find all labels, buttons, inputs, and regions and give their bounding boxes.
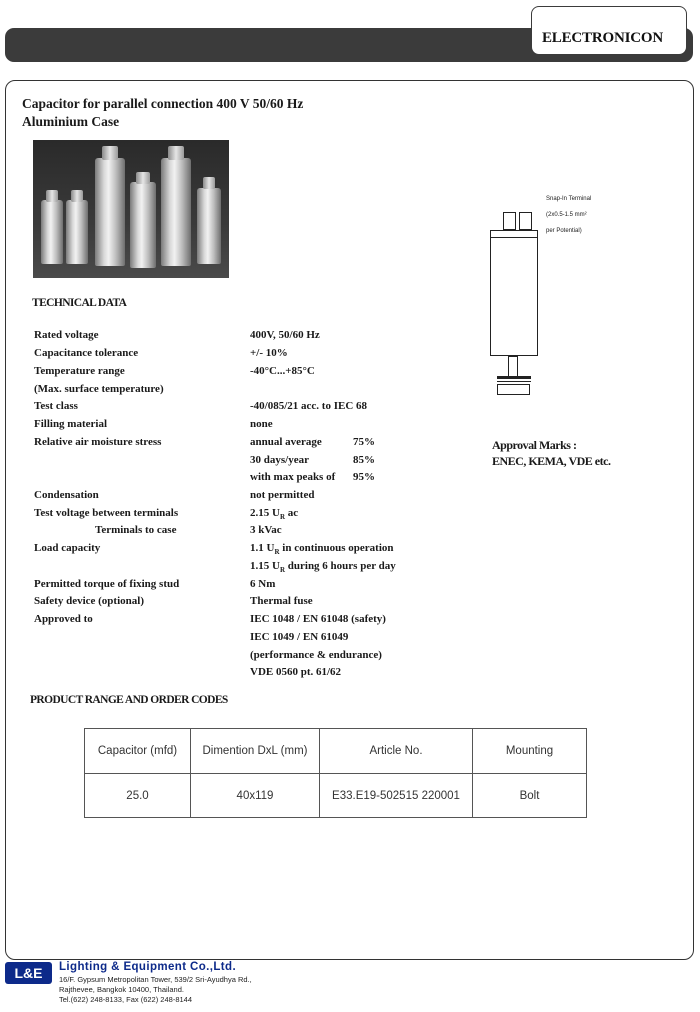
spec-label: Load capacity [34, 542, 101, 554]
spec-value [250, 507, 298, 521]
capacitor-can [197, 188, 221, 264]
company-name: Lighting & Equipment Co.,Ltd. [59, 961, 237, 973]
spec-label: Test class [34, 400, 78, 412]
spec-value: 6 Nm [250, 578, 276, 590]
company-phone: Tel.(622) 248-8133, Fax (622) 248-8144 [59, 995, 193, 1004]
capacitor-can [41, 200, 63, 264]
drawing-body [490, 230, 538, 356]
spec-value: annual average [250, 436, 322, 448]
spec-value: 400V, 50/60 Hz [250, 329, 320, 341]
capacitor-can [95, 158, 125, 266]
spec-value: 30 days/year [250, 454, 309, 466]
subscript: R [274, 548, 280, 557]
capacitor-terminal [203, 177, 215, 189]
spec-value: IEC 1049 / EN 61049 [250, 631, 349, 643]
drawing-note: per Potential) [546, 228, 582, 234]
drawing-body-line [490, 237, 538, 238]
drawing-note: Snap-In Terminal [546, 196, 592, 202]
spec-value-text: during 6 hours per day [287, 560, 396, 572]
spec-label: Capacitance tolerance [34, 347, 139, 359]
spec-value: +/- 10% [250, 347, 288, 359]
product-range-heading: PRODUCT RANGE AND ORDER CODES [30, 694, 228, 706]
subscript: R [279, 513, 286, 522]
product-photo [33, 140, 229, 278]
order-codes-table [84, 728, 587, 818]
drawing-terminal [503, 212, 516, 230]
column-header: Capacitor (mfd) [85, 729, 191, 774]
spec-value [250, 560, 396, 574]
drawing-nut [497, 384, 530, 395]
company-logo: L&E [5, 962, 52, 984]
spec-label: (Max. surface temperature) [34, 383, 164, 395]
spec-value-text: 1.15 U [250, 560, 280, 572]
spec-label: Relative air moisture stress [34, 436, 162, 448]
table-cell: Bolt [473, 774, 587, 818]
drawing-note: (2x0.5-1.5 mm² [546, 212, 587, 218]
approval-list: ENEC, KEMA, VDE etc. [492, 454, 611, 468]
spec-value-text: ac [287, 507, 299, 519]
spec-value: Thermal fuse [250, 595, 313, 607]
approval-heading: Approval Marks : [492, 438, 577, 452]
capacitor-terminal [46, 190, 58, 202]
capacitor-terminal [168, 146, 184, 160]
spec-value-text: 1.1 U [250, 542, 275, 554]
table-cell: 40x119 [191, 774, 320, 818]
spec-value: 3 kVac [250, 524, 282, 536]
spec-value-text: in continuous operation [282, 542, 394, 554]
table-cell: E33.E19-502515 220001 [320, 774, 473, 818]
spec-label: Approved to [34, 613, 93, 625]
spec-label: Test voltage between terminals [34, 507, 179, 519]
spec-label: Terminals to case [95, 524, 177, 536]
spec-label: Condensation [34, 489, 99, 501]
spec-value: 95% [353, 471, 375, 483]
capacitor-can [66, 200, 88, 264]
page-title [22, 95, 303, 131]
table-header-row [85, 729, 587, 774]
drawing-stud [508, 356, 518, 378]
drawing-stud-thread [497, 376, 531, 379]
drawing-terminal [519, 212, 532, 230]
capacitor-can [161, 158, 191, 266]
spec-value: 75% [353, 436, 375, 448]
spec-value: VDE 0560 pt. 61/62 [250, 666, 342, 678]
title-line-2: Aluminium Case [22, 114, 120, 129]
table-cell: 25.0 [85, 774, 191, 818]
capacitor-terminal [71, 190, 83, 202]
spec-value [250, 542, 394, 556]
technical-data-heading: TECHNICAL DATA [32, 297, 127, 309]
capacitor-can [130, 182, 156, 268]
title-line-1: Capacitor for parallel connection 400 V 50/60 Hz [22, 96, 304, 111]
brand-logo: ELECTRONICON [542, 30, 663, 46]
spec-label: Filling material [34, 418, 108, 430]
spec-value: IEC 1048 / EN 61048 (safety) [250, 613, 386, 625]
capacitor-terminal [102, 146, 118, 160]
table-row [85, 774, 587, 818]
spec-label: Permitted torque of fixing stud [34, 578, 180, 590]
spec-value: -40/085/21 acc. to IEC 68 [250, 400, 368, 412]
subscript: R [279, 566, 286, 575]
spec-value-text: 2.15 U [250, 507, 280, 519]
spec-label: Safety device (optional) [34, 595, 144, 607]
spec-label: Temperature range [34, 365, 125, 377]
drawing-stud-thread [497, 381, 531, 382]
approval-marks [492, 437, 610, 469]
spec-value: with max peaks of [250, 471, 336, 483]
spec-value: 85% [353, 454, 375, 466]
spec-value: (performance & endurance) [250, 649, 382, 661]
spec-value: none [250, 418, 273, 430]
spec-value: -40°C...+85°C [250, 365, 315, 377]
column-header: Mounting [473, 729, 587, 774]
company-address: 16/F. Gypsum Metropolitan Tower, 539/2 Sri-Ayudhya Rd., [59, 975, 252, 984]
company-address: Rajthevee, Bangkok 10400, Thailand. [59, 985, 184, 994]
capacitor-terminal [136, 172, 150, 184]
column-header: Dimention DxL (mm) [191, 729, 320, 774]
spec-label: Rated voltage [34, 329, 99, 341]
spec-value: not permitted [250, 489, 315, 501]
column-header: Article No. [320, 729, 473, 774]
